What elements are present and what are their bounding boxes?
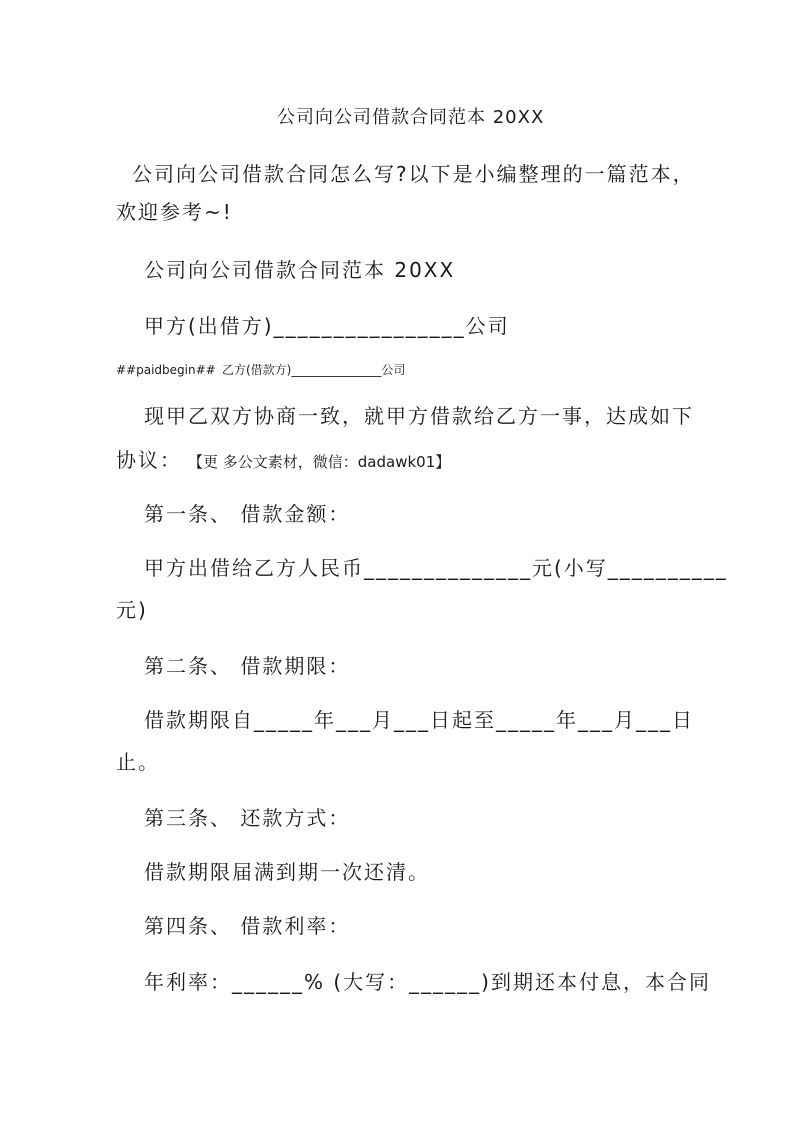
article-2-body-2: 止。 [116,750,160,774]
article-4-title: 第四条、 借款利率： [144,914,351,938]
intro-line-1: 公司向公司借款合同怎么写?以下是小编整理的一篇范本， [132,162,695,186]
document-title: 公司向公司借款合同范本 20XX [277,107,545,128]
party-b-line: 乙方(借款方)_______________公司 [222,363,406,377]
party-a-line: 甲方(出借方)________________公司 [144,314,510,338]
article-1-body-2: 元) [116,598,148,622]
article-3-body: 借款期限届满到期一次还清。 [144,860,430,884]
agreement-line-2: 协议： [116,448,182,472]
article-1-title: 第一条、 借款金额： [144,502,351,526]
article-2-body-1: 借款期限自_____年___月___日起至_____年___月___日 [144,708,694,732]
paid-marker: ##paidbegin## [116,363,216,377]
agreement-line-1: 现甲乙双方协商一致，就甲方借款给乙方一事，达成如下 [144,404,694,428]
article-4-body: 年利率：______% (大写：______)到期还本付息，本合同 [144,970,711,994]
agreement-note: 【更 多公文素材，微信：dadawk01】 [188,453,451,471]
intro-line-2: 欢迎参考~! [116,200,233,224]
article-2-title: 第二条、 借款期限： [144,654,351,678]
contract-heading: 公司向公司借款合同范本 20XX [144,258,456,282]
article-3-title: 第三条、 还款方式： [144,806,351,830]
article-1-body-1: 甲方出借给乙方人民币______________元(小写__________ [144,556,728,580]
